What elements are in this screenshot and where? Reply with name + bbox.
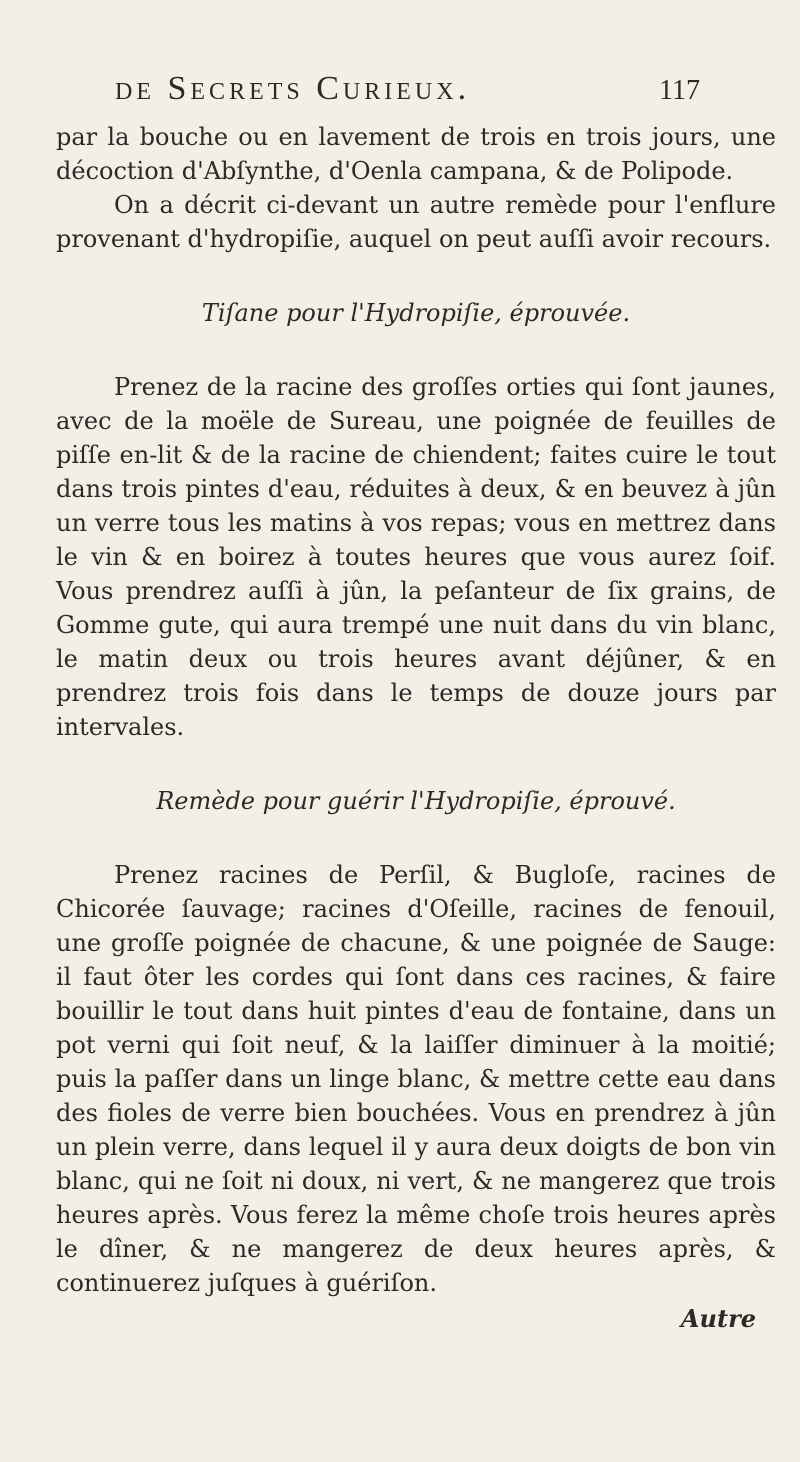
paragraph-remede-recipe: Prenez racines de Perſil, & Bugloſe, racines de Chicorée ſauvage; racines d'Oſeille, racines de fenouil, une groſſe poignée de chacune, & une poignée de Sauge: il faut ôter les cordes qui ſont dans ces racines, & faire bouillir le tout dans huit pintes d'eau de fontaine, dans un pot verni qui ſoit neuf, & la laiſſer diminuer à la moitié; puis la paſſer dans un linge blanc, & mettre cette eau dans des fioles de verre bien bouchées. Vous en prendrez à jûn un plein verre, dans lequel il y aura deux doigts de bon vin blanc, qui ne ſoit ni doux, ni vert, & ne mangerez que trois heures après. Vous ferez la même choſe trois heures après le dîner, & ne mangerez de deux heures après, & continuerez juſques à guériſon. bbox=[56, 861, 776, 1297]
paragraph-continuation: par la bouche ou en lavement de trois en trois jours, une décoction d'Abſynthe, d'Oenla campana, & de Polipode. bbox=[56, 123, 776, 185]
page-number: 117 bbox=[659, 75, 700, 106]
text-block bbox=[56, 120, 776, 1333]
paragraph-reference: On a décrit ci-devant un autre remède pour l'enflure provenant d'hydropiſie, auquel on peut auſſi avoir recours. bbox=[56, 191, 776, 253]
section-heading-tisane: Tiſane pour l'Hydropiſie, éprouvée. bbox=[201, 299, 631, 327]
catchword: Autre bbox=[680, 1304, 756, 1333]
running-title: de Secrets Curieux. bbox=[115, 70, 471, 107]
paragraph-tisane-recipe: Prenez de la racine des groſſes orties qui ſont jaunes, avec de la moële de Sureau, une poignée de feuilles de piſſe en-lit & de la racine de chiendent; faites cuire le tout dans trois pintes d'eau, réduites à deux, & en beuvez à jûn un verre tous les matins à vos repas; vous en mettrez dans le vin & en boirez à toutes heures que vous aurez ſoif. Vous prendrez auſſi à jûn, la peſanteur de ſix grains, de Gomme gute, qui aura trempé une nuit dans du vin blanc, le matin deux ou trois heures avant déjûner, & en prendrez trois fois dans le temps de douze jours par intervales. bbox=[56, 373, 776, 741]
section-heading-remede: Remède pour guérir l'Hydropiſie, éprouvé. bbox=[156, 787, 676, 815]
running-head bbox=[115, 70, 700, 108]
